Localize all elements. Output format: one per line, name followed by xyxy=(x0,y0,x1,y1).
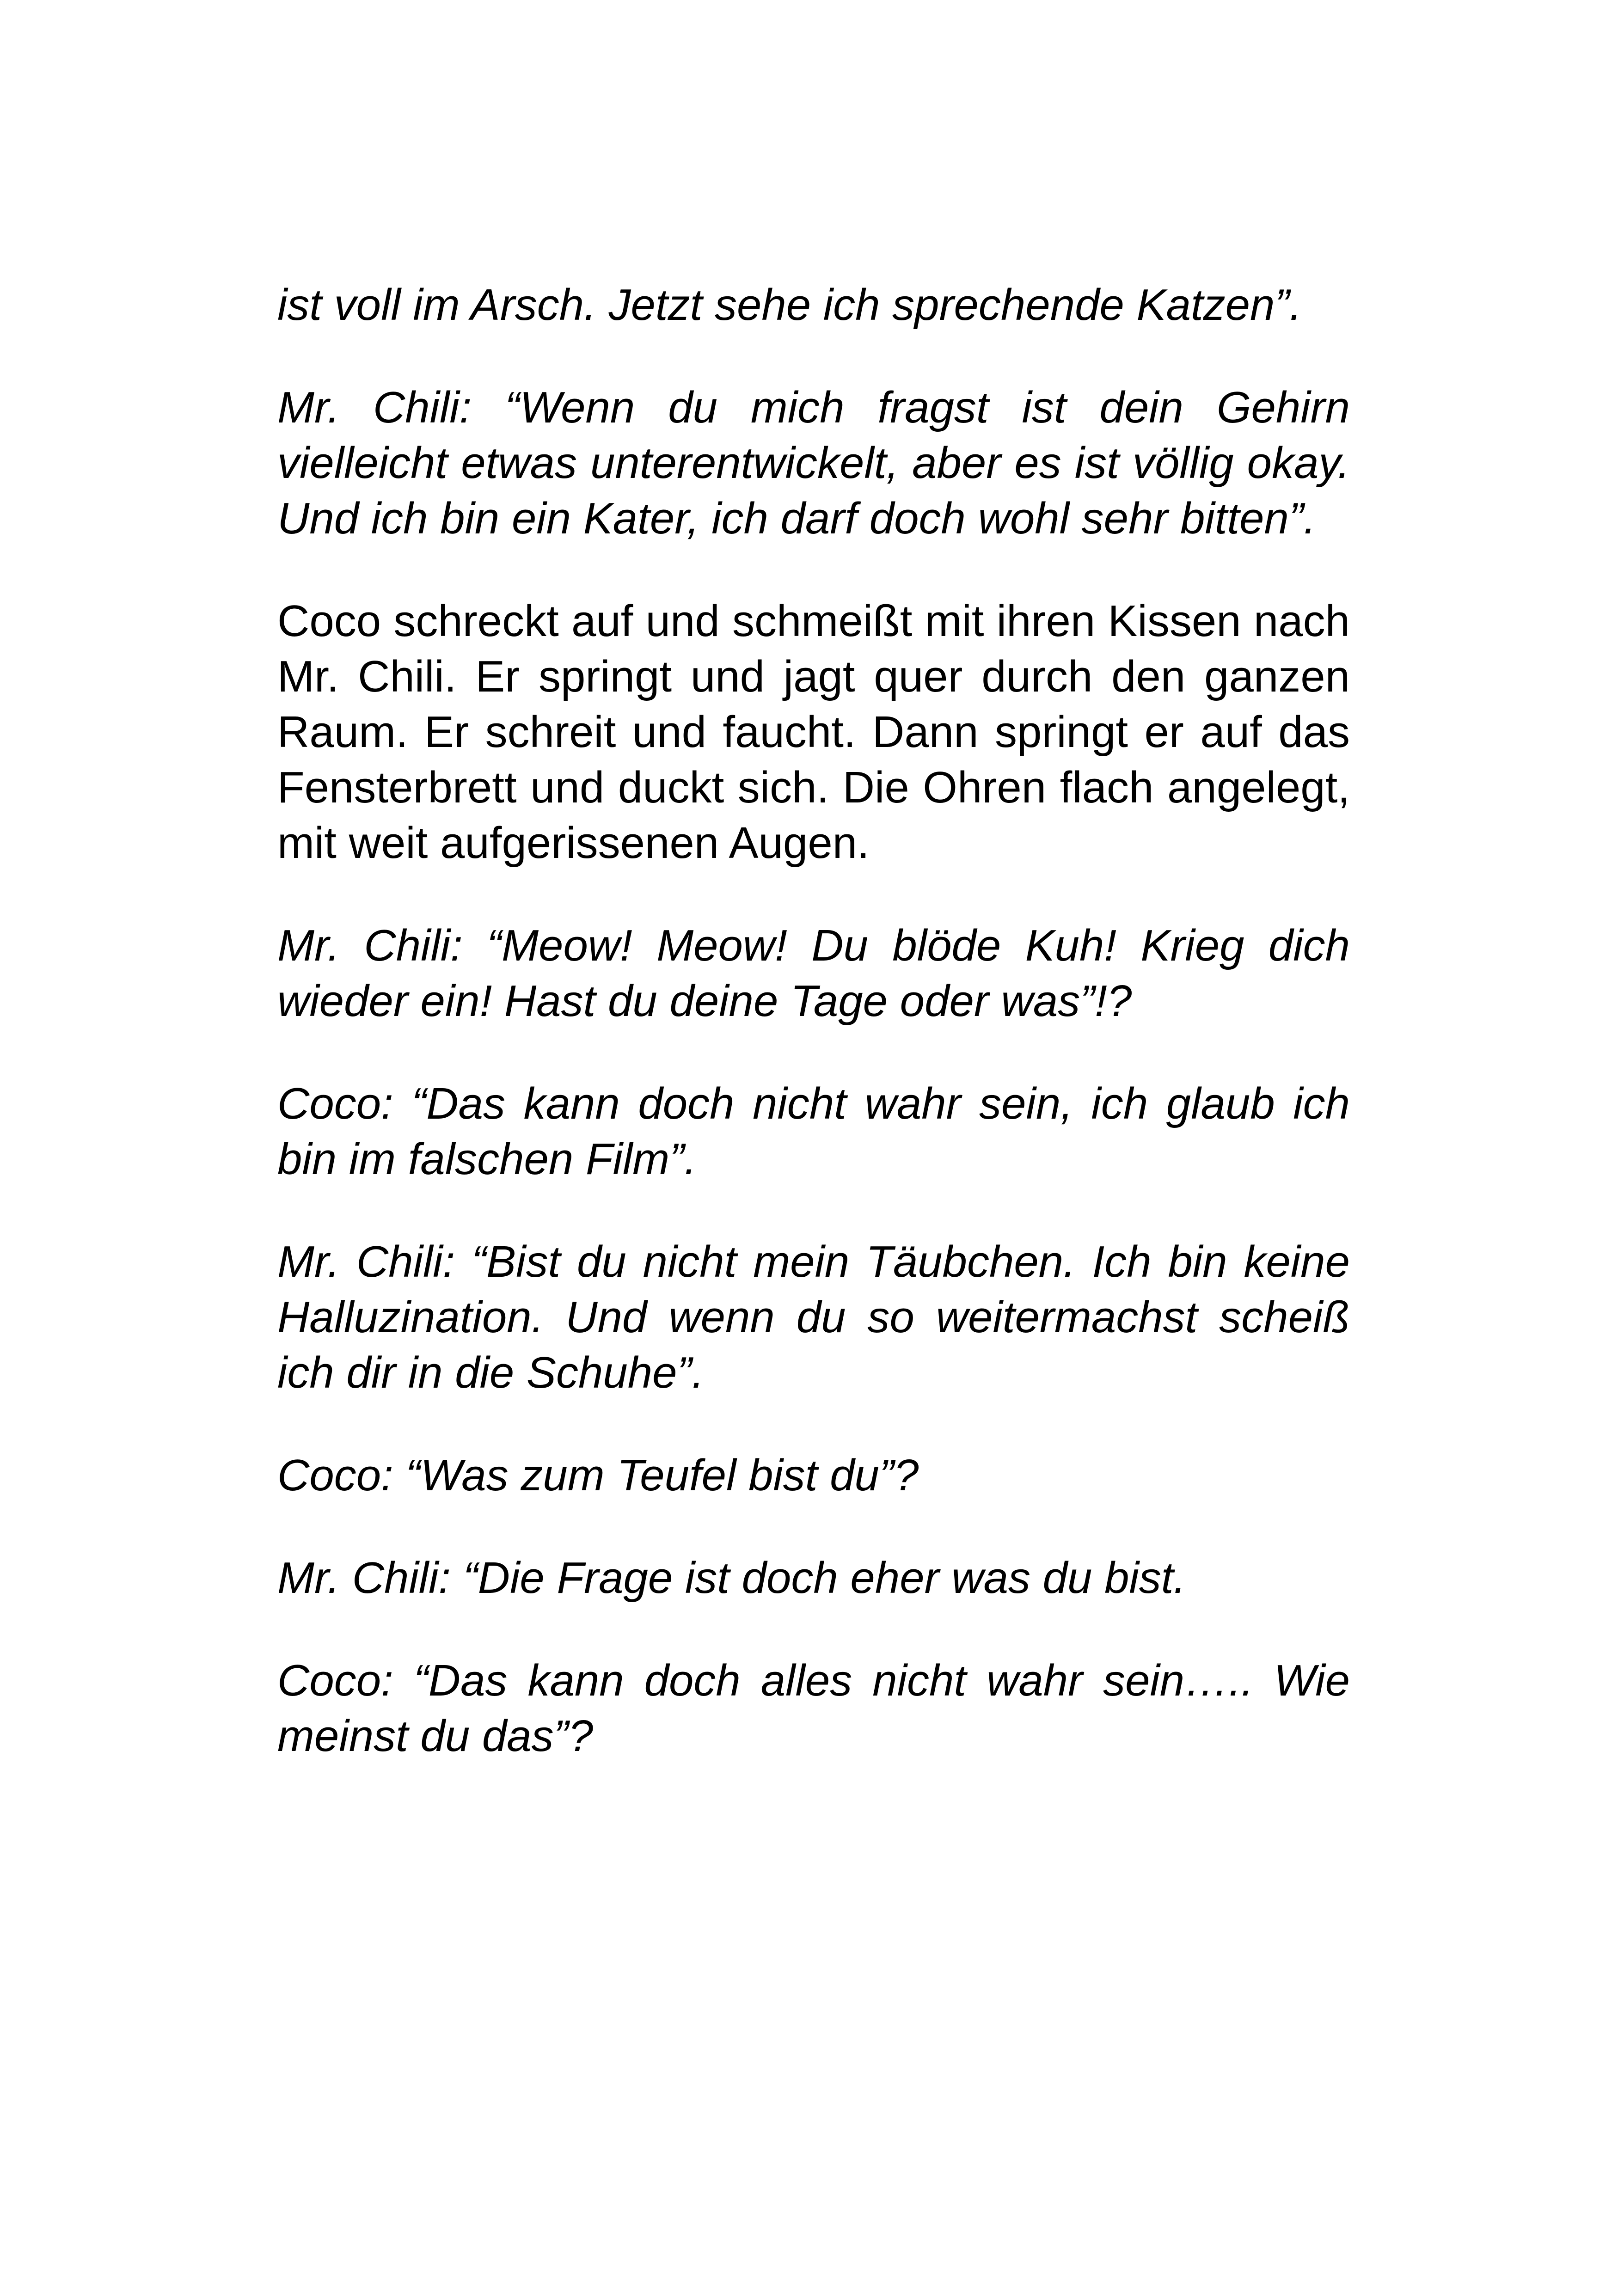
paragraph-8: Mr. Chili: “Die Frage ist doch eher was du bist. xyxy=(277,1553,1186,1603)
text-column xyxy=(277,277,1350,1811)
paragraph-9: Coco: “Das kann doch alles nicht wahr sein….. Wie meinst du das”? xyxy=(277,1656,1350,1761)
paragraph-5: Coco: “Das kann doch nicht wahr sein, ich glaub ich bin im falschen Film”. xyxy=(277,1079,1350,1184)
paragraph-2: Mr. Chili: “Wenn du mich fragst ist dein Gehirn vielleicht etwas unterentwickelt, aber es ist völlig okay. Und ich bin ein Kater, ich darf doch wohl sehr bitten”. xyxy=(277,383,1350,543)
paragraph-7: Coco: “Was zum Teufel bist du”? xyxy=(277,1451,919,1500)
paragraph-1: ist voll im Arsch. Jetzt sehe ich sprechende Katzen”. xyxy=(277,280,1302,330)
paragraph-3: Coco schreckt auf und schmeißt mit ihren Kissen nach Mr. Chili. Er springt und jagt quer durch den ganzen Raum. Er schreit und faucht. Dann springt er auf das Fensterbrett und duckt sich. Die Ohren flach angelegt, mit weit aufgerissenen Augen. xyxy=(277,596,1350,868)
paragraph-4: Mr. Chili: “Meow! Meow! Du blöde Kuh! Krieg dich wieder ein! Hast du deine Tage oder was”!? xyxy=(277,921,1350,1026)
paragraph-6: Mr. Chili: “Bist du nicht mein Täubchen. Ich bin keine Halluzination. Und wenn du so weitermachst scheiß ich dir in die Schuhe”. xyxy=(277,1237,1350,1397)
